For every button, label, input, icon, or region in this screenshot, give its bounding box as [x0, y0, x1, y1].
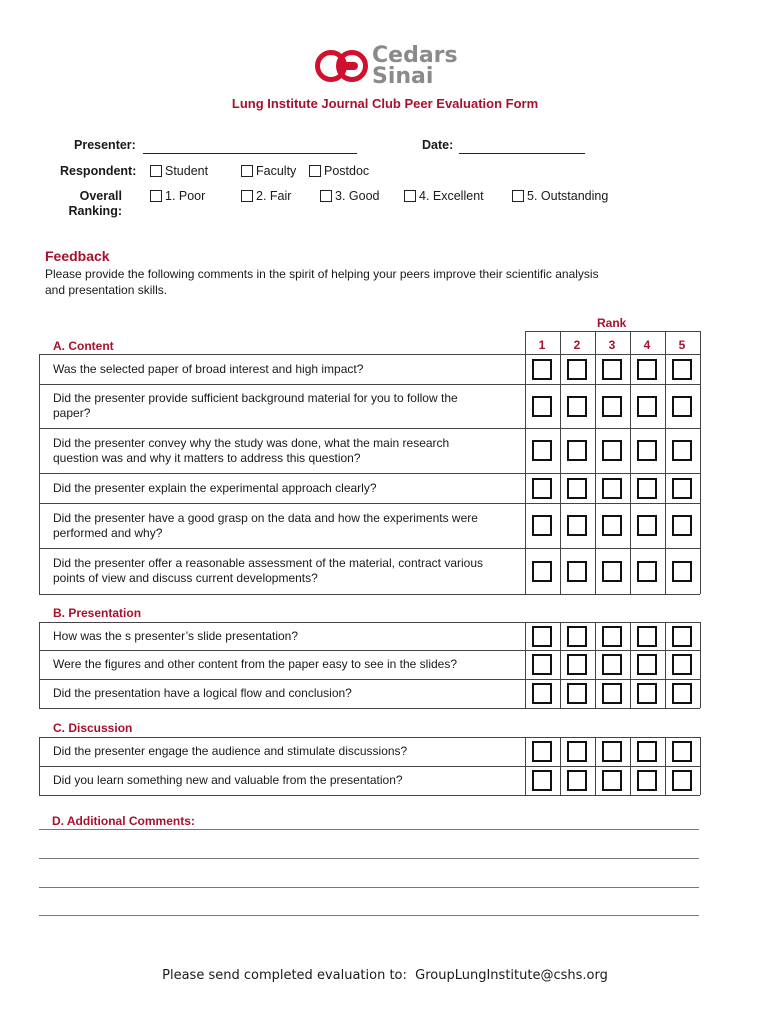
table-column-rule: [700, 737, 701, 795]
rank-3-checkbox[interactable]: [602, 515, 622, 536]
rank-1-checkbox[interactable]: [532, 741, 552, 762]
question-text: [53, 744, 523, 759]
question-text: [53, 481, 523, 496]
checkbox[interactable]: [320, 190, 332, 202]
table-rule: [39, 766, 700, 767]
question-line: Did you learn something new and valuable from the presentation?: [53, 773, 403, 787]
rank-number-3: 3: [608, 338, 616, 352]
rank-5-checkbox[interactable]: [672, 654, 692, 675]
table-column-rule: [39, 354, 40, 594]
table-column-rule: [560, 737, 561, 795]
rank-2-checkbox[interactable]: [567, 741, 587, 762]
rank-4-checkbox[interactable]: [637, 478, 657, 499]
rank-1-checkbox[interactable]: [532, 359, 552, 380]
rank-number-1: 1: [538, 338, 546, 352]
section-title: A. Content: [53, 339, 114, 353]
rank-1-checkbox[interactable]: [532, 396, 552, 417]
table-column-rule: [595, 737, 596, 795]
question-text: [53, 556, 523, 586]
table-column-rule: [630, 622, 631, 708]
rank-2-checkbox[interactable]: [567, 683, 587, 704]
rank-4-checkbox[interactable]: [637, 770, 657, 791]
question-text: [53, 391, 523, 421]
feedback-intro: Please provide the following comments in the spirit of helping your peers improve their scientific analysis and presentation skills.: [45, 267, 599, 297]
table-column-rule: [525, 354, 526, 594]
table-column-rule: [39, 622, 40, 708]
rank-3-checkbox[interactable]: [602, 741, 622, 762]
table-rule: [39, 594, 700, 595]
date-label: Date:: [422, 138, 454, 152]
table-rule: [39, 473, 700, 474]
rank-3-checkbox[interactable]: [602, 626, 622, 647]
table-rule: [39, 503, 700, 504]
question-line: How was the s presenter’s slide presentation?: [53, 629, 299, 643]
rank-1-checkbox[interactable]: [532, 654, 552, 675]
rank-3-checkbox[interactable]: [602, 683, 622, 704]
form-title: Lung Institute Journal Club Peer Evaluation Form: [231, 96, 539, 111]
question-line: paper?: [53, 406, 91, 420]
logo: [314, 44, 464, 92]
rank-3-checkbox[interactable]: [602, 770, 622, 791]
feedback-heading: Feedback: [45, 248, 110, 264]
logo-line-2: Sinai: [372, 64, 434, 89]
rank-1-checkbox[interactable]: [532, 561, 552, 582]
table-rule: [39, 384, 700, 385]
presenter-field[interactable]: [143, 153, 357, 154]
rank-2-checkbox[interactable]: [567, 561, 587, 582]
question-text: [53, 629, 523, 644]
rank-2-checkbox[interactable]: [567, 515, 587, 536]
rank-4-checkbox[interactable]: [637, 683, 657, 704]
rank-2-checkbox[interactable]: [567, 654, 587, 675]
comments-line-3[interactable]: [39, 887, 699, 888]
question-text: [53, 436, 523, 466]
question-text: [53, 657, 523, 672]
rank-2-checkbox[interactable]: [567, 396, 587, 417]
table-rule: [39, 737, 700, 738]
table-rule: [39, 650, 700, 651]
respondent-label: Respondent:: [60, 164, 137, 178]
rank-5-checkbox[interactable]: [672, 440, 692, 461]
question-text: [53, 773, 523, 788]
respondent-option-postdoc[interactable]: Postdoc: [309, 164, 369, 178]
rank-5-checkbox[interactable]: [672, 515, 692, 536]
rank-2-checkbox[interactable]: [567, 478, 587, 499]
table-column-rule: [595, 331, 596, 354]
comments-line-2[interactable]: [39, 858, 699, 859]
ranking-option-3[interactable]: 3. Good: [320, 189, 379, 203]
rank-number-2: 2: [573, 338, 581, 352]
additional-comments-title: D. Additional Comments:: [52, 814, 195, 828]
table-column-rule: [700, 354, 701, 594]
checkbox[interactable]: [309, 165, 321, 177]
rank-3-checkbox[interactable]: [602, 440, 622, 461]
rank-4-checkbox[interactable]: [637, 626, 657, 647]
table-column-rule: [665, 622, 666, 708]
rank-2-checkbox[interactable]: [567, 770, 587, 791]
rank-5-checkbox[interactable]: [672, 626, 692, 647]
table-rule: [39, 548, 700, 549]
logo-line-1: Cedars: [372, 43, 458, 68]
table-column-rule: [560, 354, 561, 594]
question-text: [53, 686, 523, 701]
table-rule: [39, 428, 700, 429]
table-column-rule: [630, 331, 631, 354]
table-column-rule: [39, 737, 40, 795]
rank-3-checkbox[interactable]: [602, 478, 622, 499]
rank-5-checkbox[interactable]: [672, 396, 692, 417]
rank-1-checkbox[interactable]: [532, 515, 552, 536]
rank-1-checkbox[interactable]: [532, 683, 552, 704]
rank-3-checkbox[interactable]: [602, 359, 622, 380]
rank-number-5: 5: [678, 338, 686, 352]
table-rule: [39, 679, 700, 680]
table-column-rule: [700, 331, 701, 354]
question-line: performed and why?: [53, 526, 163, 540]
rank-1-checkbox[interactable]: [532, 478, 552, 499]
question-line: points of view and discuss current developments?: [53, 571, 318, 585]
table-column-rule: [595, 354, 596, 594]
table-column-rule: [560, 331, 561, 354]
question-line: Did the presenter have a good grasp on the data and how the experiments were: [53, 511, 478, 525]
respondent-option-faculty[interactable]: Faculty: [241, 164, 296, 178]
rank-4-checkbox[interactable]: [637, 396, 657, 417]
rank-5-checkbox[interactable]: [672, 561, 692, 582]
question-text: [53, 362, 523, 377]
rank-1-checkbox[interactable]: [532, 626, 552, 647]
rank-2-checkbox[interactable]: [567, 359, 587, 380]
table-column-rule: [665, 331, 666, 354]
rank-3-checkbox[interactable]: [602, 654, 622, 675]
ranking-option-5[interactable]: 5. Outstanding: [512, 189, 608, 203]
comments-line-4[interactable]: [39, 915, 699, 916]
question-line: Did the presenter engage the audience and stimulate discussions?: [53, 744, 408, 758]
checkbox[interactable]: [150, 190, 162, 202]
rank-label: Rank: [597, 316, 627, 330]
table-column-rule: [525, 331, 526, 354]
checkbox[interactable]: [241, 190, 253, 202]
ranking-option-4[interactable]: 4. Excellent: [404, 189, 484, 203]
rank-5-checkbox[interactable]: [672, 683, 692, 704]
rank-4-checkbox[interactable]: [637, 561, 657, 582]
question-line: Did the presenter convey why the study was done, what the main research: [53, 436, 450, 450]
table-column-rule: [665, 737, 666, 795]
footer-text: Please send completed evaluation to: GroupLungInstitute@cshs.org: [162, 968, 608, 983]
rank-4-checkbox[interactable]: [637, 440, 657, 461]
rank-2-checkbox[interactable]: [567, 440, 587, 461]
ranking-option-1[interactable]: 1. Poor: [150, 189, 205, 203]
checkbox[interactable]: [241, 165, 253, 177]
table-column-rule: [560, 622, 561, 708]
rank-1-checkbox[interactable]: [532, 440, 552, 461]
rank-5-checkbox[interactable]: [672, 478, 692, 499]
cedars-sinai-logo-mark: [314, 48, 374, 84]
checkbox[interactable]: [404, 190, 416, 202]
table-column-rule: [700, 622, 701, 708]
table-column-rule: [630, 737, 631, 795]
table-column-rule: [665, 354, 666, 594]
date-field[interactable]: [459, 153, 585, 154]
question-line: Were the figures and other content from the paper easy to see in the slides?: [53, 657, 458, 671]
table-column-rule: [630, 354, 631, 594]
rank-5-checkbox[interactable]: [672, 741, 692, 762]
rank-3-checkbox[interactable]: [602, 561, 622, 582]
checkbox[interactable]: [150, 165, 162, 177]
ranking-option-2[interactable]: 2. Fair: [241, 189, 291, 203]
table-rule: [525, 331, 700, 332]
rank-5-checkbox[interactable]: [672, 770, 692, 791]
table-rule: [39, 795, 700, 796]
checkbox[interactable]: [512, 190, 524, 202]
table-column-rule: [525, 622, 526, 708]
section-title: B. Presentation: [53, 606, 142, 620]
rank-4-checkbox[interactable]: [637, 741, 657, 762]
comments-line-1[interactable]: [39, 829, 699, 830]
table-rule: [39, 708, 700, 709]
question-line: Did the presenter provide sufficient background material for you to follow the: [53, 391, 458, 405]
respondent-option-student[interactable]: Student: [150, 164, 208, 178]
overall-ranking-label: Overall Ranking:: [68, 189, 122, 218]
table-column-rule: [595, 622, 596, 708]
rank-3-checkbox[interactable]: [602, 396, 622, 417]
presenter-label: Presenter:: [74, 138, 136, 152]
question-line: Did the presentation have a logical flow and conclusion?: [53, 686, 352, 700]
question-text: [53, 511, 523, 541]
rank-5-checkbox[interactable]: [672, 359, 692, 380]
rank-4-checkbox[interactable]: [637, 654, 657, 675]
rank-2-checkbox[interactable]: [567, 626, 587, 647]
rank-4-checkbox[interactable]: [637, 515, 657, 536]
rank-table: [39, 314, 700, 796]
section-title: C. Discussion: [53, 721, 133, 735]
table-rule: [39, 622, 700, 623]
question-line: Did the presenter explain the experimental approach clearly?: [53, 481, 377, 495]
rank-4-checkbox[interactable]: [637, 359, 657, 380]
rank-number-4: 4: [643, 338, 651, 352]
rank-1-checkbox[interactable]: [532, 770, 552, 791]
question-line: Did the presenter offer a reasonable assessment of the material, contract various: [53, 556, 484, 570]
question-line: Was the selected paper of broad interest and high impact?: [53, 362, 364, 376]
question-line: question was and why it matters to address this question?: [53, 451, 361, 465]
table-rule: [39, 354, 700, 355]
table-column-rule: [525, 737, 526, 795]
